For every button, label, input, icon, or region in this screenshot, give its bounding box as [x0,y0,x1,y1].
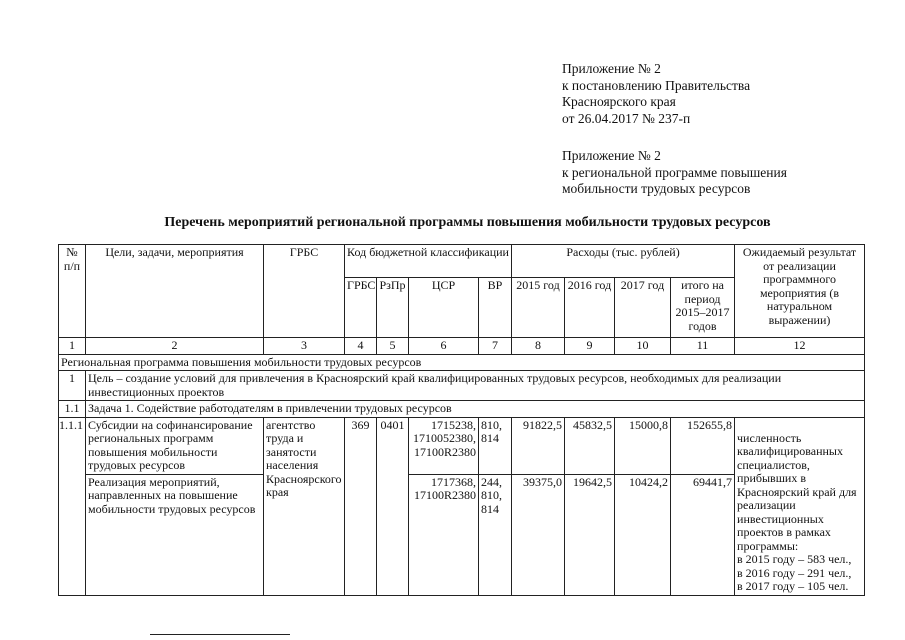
col-number: 10 [615,338,671,355]
measure-rzpr: 0401 [377,417,409,595]
col-number: 5 [377,338,409,355]
goal-num: 1 [59,371,86,401]
appendix-line: к постановлению Правительства [562,77,751,93]
header-expenses: Расходы (тыс. рублей) [512,245,735,278]
col-number: 9 [565,338,615,355]
header-2016: 2016 год [565,278,615,338]
appendix-line: Приложение № 2 [562,148,661,163]
footnote-divider [150,634,290,635]
appendix-line: Приложение № 2 [562,61,661,76]
measure-total: 152655,8 [671,417,735,474]
measure-vr: 810, 814 [479,417,512,474]
measure-result-line: в 2016 году – 291 чел., [737,565,852,580]
measure-2017: 10424,2 [615,474,671,595]
header-num: № п/п [59,245,86,338]
col-number: 4 [345,338,377,355]
program-row: Региональная программа повышения мобильности трудовых ресурсов [59,354,865,371]
header-sub-csr: ЦСР [409,278,479,338]
header-2015: 2015 год [512,278,565,338]
appendix-header-decree [562,61,750,127]
header-goals: Цели, задачи, мероприятия [86,245,264,338]
col-number: 2 [86,338,264,355]
document-title: Перечень мероприятий региональной программы повышения мобильности трудовых ресурсов [164,215,771,230]
appendix-line: от 26.04.2017 № 237-п [562,110,691,126]
col-number: 6 [409,338,479,355]
measure-result-text: численность квалифицированных специалистов, прибывших в Красноярский край для реализации инвестиционных проектов в рамках программы: [737,430,857,553]
measure-result-line: в 2017 году – 105 чел. [737,579,849,593]
measure-result [735,417,865,595]
measure-2016: 19642,5 [565,474,615,595]
measure-grbs-code: 369 [345,417,377,595]
header-sub-rzpr: РзПр [377,278,409,338]
appendix-line: Красноярского края [562,94,676,109]
measure-2015: 91822,5 [512,417,565,474]
measure-grbs-name: агентство труда и занятости населения Красноярского края [264,417,345,595]
appendix-line: к региональной программе повышения [562,164,787,180]
col-number: 12 [735,338,865,355]
measure-vr: 244, 810, 814 [479,474,512,595]
measure-result-line: в 2015 году – 583 чел., [737,552,852,566]
goal-text: Цель – создание условий для привлечения в Красноярский край квалифицированных трудовых ресурсов, необходимых для реализации инвестиционных проектов [86,371,865,401]
measure-csr: 1717368, 17100R2380 [409,474,479,595]
col-number: 11 [671,338,735,355]
measure-total: 69441,7 [671,474,735,595]
appendix-header-program [562,148,787,198]
measure-num: 1.1.1 [59,417,86,595]
appendix-line: мобильности трудовых ресурсов [562,181,751,196]
header-sub-vr: ВР [479,278,512,338]
col-number: 8 [512,338,565,355]
col-number: 1 [59,338,86,355]
header-result: Ожидаемый результат от реализации программного мероприятия (в натуральном выражении) [735,245,865,338]
task-text: Задача 1. Содействие работодателям в привлечении трудовых ресурсов [86,401,865,418]
task-num: 1.1 [59,401,86,418]
measure-2017: 15000,8 [615,417,671,474]
header-budget-code: Код бюджетной классификации [345,245,512,278]
header-sub-grbs: ГРБС [345,278,377,338]
header-2017: 2017 год [615,278,671,338]
col-number: 3 [264,338,345,355]
measures-table [58,244,865,596]
measure-2015: 39375,0 [512,474,565,595]
measure-name: Реализация мероприятий, направленных на повышение мобильности трудовых ресурсов [86,474,264,595]
header-grbs: ГРБС [264,245,345,338]
header-total: итого на период 2015–2017 годов [671,278,735,338]
measure-name: Субсидии на софинансирование региональных программ повышения мобильности трудовых ресурсов [86,417,264,474]
col-number: 7 [479,338,512,355]
measure-2016: 45832,5 [565,417,615,474]
measure-csr: 1715238, 1710052380, 17100R2380 [409,417,479,474]
